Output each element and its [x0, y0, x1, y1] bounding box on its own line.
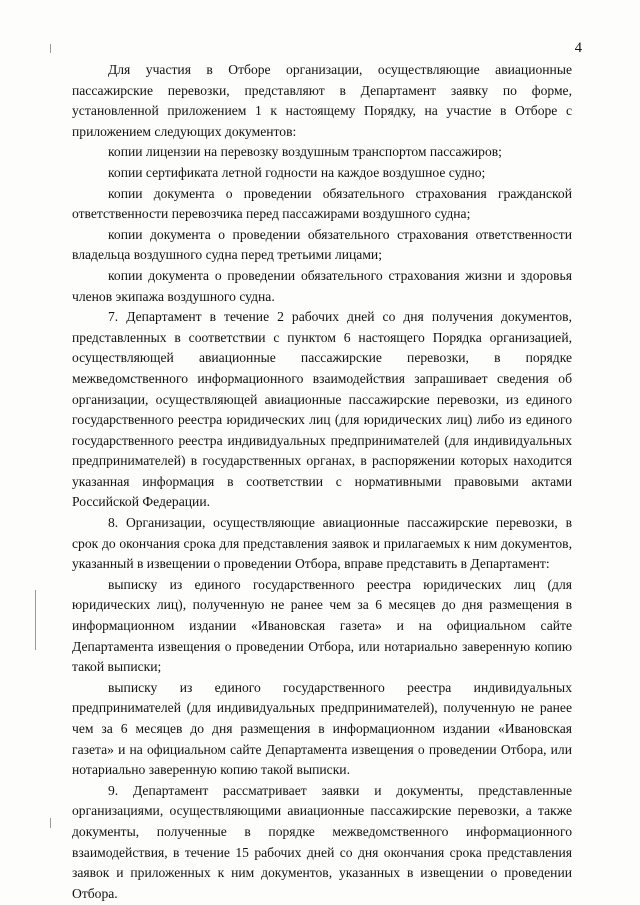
paragraph: копии документа о проведении обязательного страхования жизни и здоровья членов экипажа воздушного судна. — [72, 267, 572, 304]
paragraph: 8. Организации, осуществляющие авиационные пассажирские перевозки, в срок до окончания срока для представления заявок и прилагаемых к ним документов, указанный в извещении о проведении Отбора, вправе представить в Департамент: — [72, 515, 572, 572]
paragraph: 9. Департамент рассматривает заявки и документы, представленные организациями, осуществляющими авиационные пассажирские перевозки, а также документы, полученные в порядке межведомственного информационного взаимодействия, в течение 15 рабочих дней со дня окончания срока представления заявок и приложенных к ним документов, указанных в извещении о проведении Отбора. — [72, 782, 572, 901]
paragraph: копии лицензии на перевозку воздушным транспортом пассажиров; — [108, 144, 502, 160]
paragraph: выписку из единого государственного реестра юридических лиц (для юридических лиц), полученную не ранее чем за 6 месяцев до дня размещения в информационном издании «Ивановская газета» и на официальном сайте Департамента извещения о проведении Отбора, или нотариально заверенную копию такой выписки; — [72, 576, 572, 675]
paragraph: 7. Департамент в течение 2 рабочих дней со дня получения документов, представленных в соответствии с пунктом 6 настоящего Порядка организацией, осуществляющей авиационные пассажирские перевозки, в порядке межведомственного информационного взаимодействия запрашивает сведения об организации, осуществляющей авиационные пассажирские перевозки, из единого государственного реестра юридических лиц (для юридических лиц) либо из единого государственного реестра индивидуальных предпринимателей (для индивидуальных предпринимателей) в государственных органах, в распоряжении которых находится указанная информация в соответствии с нормативными правовыми актами Российской Федерации. — [72, 309, 572, 510]
paragraph: Для участия в Отборе организации, осуществляющие авиационные пассажирские перевозки, представляют в Департамент заявку по форме, установленной приложением 1 к настоящему Порядку, на участие в Отборе с приложением следующих документов: — [72, 62, 572, 139]
paragraph: копии сертификата летной годности на каждое воздушное судно; — [108, 164, 486, 180]
scan-mark-left-middle — [35, 590, 36, 650]
paragraph: копии документа о проведении обязательного страхования гражданской ответственности перевозчика перед пассажирами воздушного судна; — [72, 185, 572, 222]
page-number: 4 — [574, 40, 582, 56]
scan-mark-left-lower — [50, 818, 51, 828]
scan-mark-left-upper — [50, 44, 51, 53]
paragraph: выписку из единого государственного реестра индивидуальных предпринимателей (для индивидуальных предпринимателей), полученную не ранее чем за 6 месяцев до дня размещения в информационном издании «Ивановская газета» и на официальном сайте Департамента извещения о проведении Отбора, или нотариально заверенную копию такой выписки. — [72, 679, 572, 778]
paragraph: копии документа о проведении обязательного страхования ответственности владельца воздушного судна перед третьими лицами; — [72, 226, 572, 263]
document-body — [72, 60, 572, 904]
